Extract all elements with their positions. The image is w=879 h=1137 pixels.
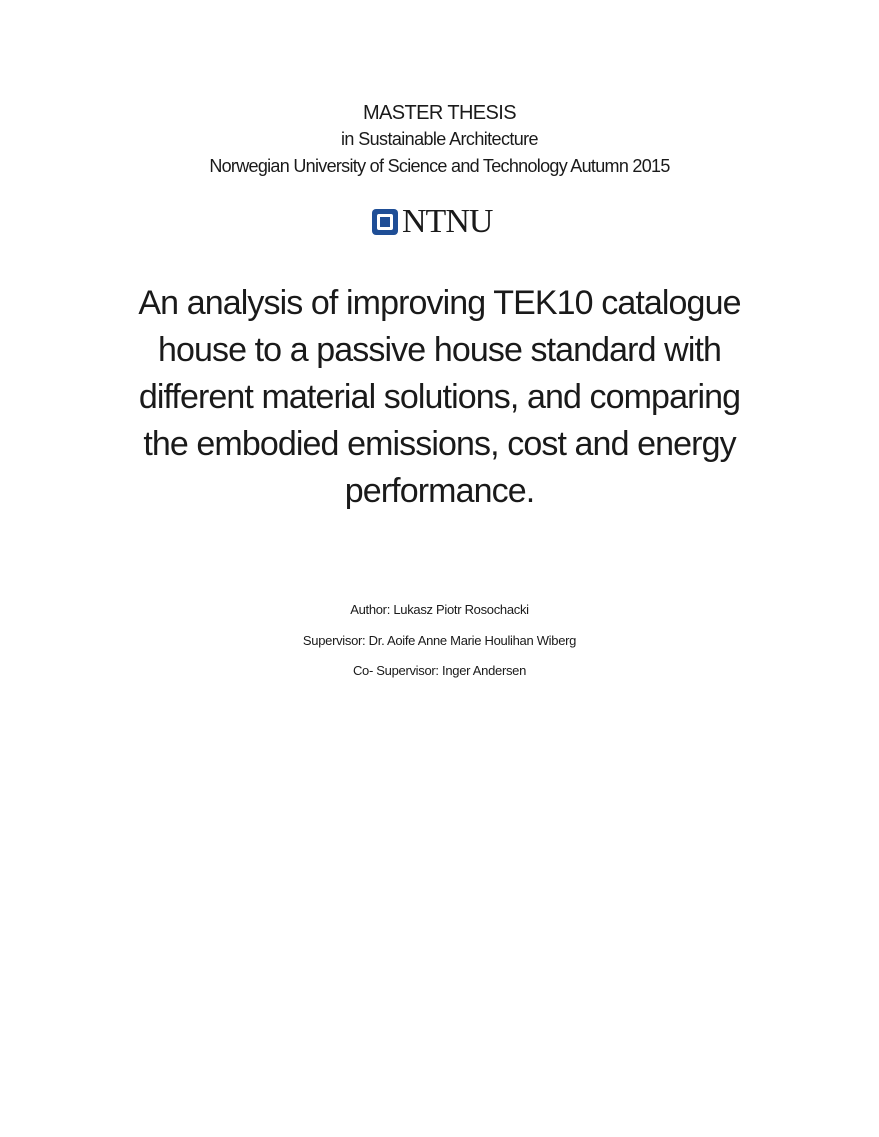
thesis-header	[0, 100, 879, 180]
logo-text: NTNU	[402, 203, 493, 240]
supervisor-line: Supervisor: Dr. Aoife Anne Marie Houlihan Wiberg	[302, 632, 577, 648]
program-name: in Sustainable Architecture	[341, 129, 538, 149]
thesis-label: MASTER THESIS	[363, 102, 516, 124]
university-name: Norwegian University of Science and Technology Autumn 2015	[209, 156, 670, 176]
co-supervisor-line: Co- Supervisor: Inger Andersen	[352, 663, 527, 678]
author-line: Author: Lukasz Piotr Rosochacki	[350, 602, 529, 617]
credits-block	[0, 600, 879, 692]
ntnu-logo-mark-icon	[372, 209, 398, 235]
logo-mark-square	[377, 214, 393, 230]
ntnu-logo	[372, 203, 493, 240]
thesis-title: An analysis of improving TEK10 catalogue house to a passive house standard with different material solutions, and comparing the embodied emissions, cost and energy performance.	[138, 284, 741, 510]
